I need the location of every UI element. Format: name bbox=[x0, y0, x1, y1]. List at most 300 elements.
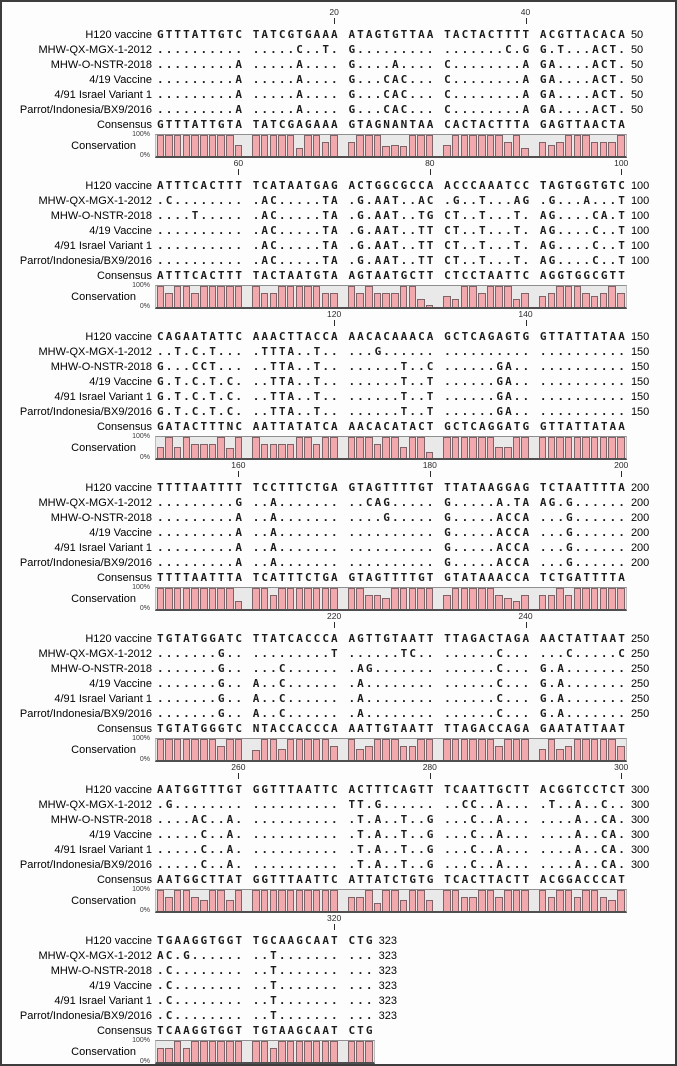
conservation-column bbox=[382, 588, 391, 609]
conservation-bar bbox=[382, 437, 390, 458]
conservation-column bbox=[269, 588, 278, 609]
conservation-bar bbox=[565, 595, 573, 609]
position-number: 250 bbox=[630, 663, 650, 675]
conservation-column bbox=[312, 437, 321, 458]
sequence-row bbox=[2, 842, 675, 857]
conservation-column bbox=[495, 286, 504, 307]
conservation-column bbox=[538, 588, 547, 609]
position-number: 100 bbox=[630, 210, 650, 222]
conservation-column bbox=[564, 286, 573, 307]
conservation-bar bbox=[426, 452, 434, 458]
conservation-bar bbox=[365, 135, 373, 156]
conservation-bar bbox=[591, 739, 599, 760]
position-number: 250 bbox=[630, 678, 650, 690]
sequence-name: MHW-QX-MGX-1-2012 bbox=[38, 44, 152, 56]
ruler-tick bbox=[334, 622, 335, 628]
conservation-bar bbox=[548, 145, 556, 156]
conservation-bar bbox=[313, 286, 321, 307]
sequence-name: H120 vaccine bbox=[85, 331, 152, 343]
position-number: 150 bbox=[630, 376, 650, 388]
position-number: 323 bbox=[378, 995, 397, 1007]
consensus-label: Consensus bbox=[96, 572, 152, 584]
conservation-column bbox=[451, 135, 460, 156]
conservation-bar bbox=[513, 437, 521, 458]
conservation-column bbox=[278, 135, 287, 156]
conservation-column bbox=[443, 135, 452, 156]
scale-100-label: 100% bbox=[132, 735, 150, 742]
sequence-text: .........A ..A....... .......... G.....ACCA ...G...... bbox=[157, 556, 627, 569]
conservation-column bbox=[564, 437, 573, 458]
conservation-bar bbox=[452, 135, 460, 156]
scale-0-label: 0% bbox=[139, 454, 150, 461]
ruler-number: 40 bbox=[520, 7, 531, 17]
conservation-column bbox=[590, 135, 599, 156]
conservation-bar bbox=[582, 135, 590, 156]
conservation-bar bbox=[296, 1041, 304, 1062]
conservation-column bbox=[538, 286, 547, 307]
conservation-bar bbox=[426, 305, 434, 307]
conservation-track-row bbox=[2, 131, 675, 159]
conservation-label: Conservation bbox=[71, 592, 136, 605]
conservation-bar bbox=[495, 595, 503, 609]
conservation-column bbox=[156, 135, 165, 156]
conservation-bar bbox=[469, 286, 477, 307]
conservation-column bbox=[451, 286, 460, 307]
conservation-bar bbox=[478, 890, 486, 911]
conservation-bar bbox=[157, 890, 165, 911]
conservation-column bbox=[191, 286, 200, 307]
conservation-column bbox=[512, 739, 521, 760]
conservation-bar bbox=[582, 437, 590, 458]
position-number: 100 bbox=[630, 225, 650, 237]
conservation-bar bbox=[296, 437, 304, 458]
conservation-column bbox=[234, 286, 243, 307]
conservation-column bbox=[365, 1041, 374, 1062]
conservation-bar bbox=[461, 437, 469, 458]
conservation-bar bbox=[200, 286, 208, 307]
conservation-column bbox=[495, 437, 504, 458]
conservation-bar bbox=[504, 890, 512, 911]
conservation-column bbox=[469, 286, 478, 307]
conservation-bar bbox=[452, 299, 460, 307]
ruler-tick bbox=[621, 169, 622, 175]
conservation-labels bbox=[2, 131, 152, 159]
conservation-column bbox=[347, 1041, 356, 1062]
conservation-label: Conservation bbox=[71, 139, 136, 152]
conservation-column bbox=[269, 135, 278, 156]
conservation-bar bbox=[365, 286, 373, 307]
alignment-blocks bbox=[2, 6, 675, 1063]
sequence-text: G.T.C.T.C. ..TTA..T.. ......T..T ......GA.. .......... bbox=[157, 390, 627, 403]
conservation-column bbox=[530, 437, 539, 458]
conservation-column bbox=[486, 286, 495, 307]
conservation-column bbox=[286, 588, 295, 609]
scale-0-label: 0% bbox=[139, 152, 150, 159]
position-number: 323 bbox=[378, 935, 397, 947]
conservation-bar bbox=[287, 135, 295, 156]
conservation-column bbox=[347, 890, 356, 911]
conservation-bar bbox=[461, 739, 469, 760]
conservation-bar bbox=[617, 437, 625, 458]
conservation-column bbox=[338, 1041, 347, 1062]
ruler-number: 300 bbox=[614, 762, 629, 772]
conservation-bar bbox=[252, 135, 260, 156]
position-number: 323 bbox=[378, 950, 397, 962]
conservation-column bbox=[477, 437, 486, 458]
conservation-column bbox=[547, 437, 556, 458]
conservation-column bbox=[338, 739, 347, 760]
conservation-bar bbox=[174, 135, 182, 156]
sequence-text: .......G.. ...C...... .AG....... ......C... G.A....... bbox=[157, 662, 627, 675]
conservation-bar bbox=[417, 437, 425, 458]
conservation-label: Conservation bbox=[71, 894, 136, 907]
conservation-column bbox=[278, 286, 287, 307]
conservation-column bbox=[191, 890, 200, 911]
sequence-row bbox=[2, 27, 675, 42]
conservation-bar bbox=[574, 897, 582, 911]
conservation-track bbox=[155, 436, 627, 460]
conservation-bar bbox=[521, 739, 529, 760]
conservation-bar bbox=[278, 588, 286, 609]
conservation-bar bbox=[487, 739, 495, 760]
sequence-text: CAGAATATTC AAACTTACCA AACACAAACA GCTCAGAGTG GTTATTATAA bbox=[157, 330, 627, 343]
conservation-column bbox=[243, 739, 252, 760]
sequence-row bbox=[2, 646, 675, 661]
sequence-name: Parrot/Indonesia/BX9/2016 bbox=[19, 406, 152, 418]
conservation-column bbox=[391, 286, 400, 307]
ruler-number: 200 bbox=[614, 460, 629, 470]
conservation-bar bbox=[617, 588, 625, 609]
conservation-column bbox=[417, 286, 426, 307]
conservation-column bbox=[504, 135, 513, 156]
conservation-bar bbox=[226, 739, 234, 760]
conservation-bar bbox=[556, 437, 564, 458]
conservation-column bbox=[347, 588, 356, 609]
consensus-row bbox=[2, 268, 675, 283]
conservation-column bbox=[312, 286, 321, 307]
conservation-bar bbox=[556, 749, 564, 760]
conservation-column bbox=[530, 890, 539, 911]
conservation-column bbox=[408, 135, 417, 156]
conservation-bar bbox=[191, 135, 199, 156]
conservation-bar bbox=[322, 293, 330, 307]
ruler-number: 80 bbox=[425, 158, 435, 168]
sequence-row bbox=[2, 495, 675, 510]
conservation-column bbox=[199, 286, 208, 307]
conservation-column bbox=[217, 1041, 226, 1062]
conservation-bar bbox=[565, 135, 573, 156]
conservation-bar bbox=[287, 588, 295, 609]
conservation-column bbox=[356, 588, 365, 609]
conservation-column bbox=[460, 135, 469, 156]
conservation-bar bbox=[191, 588, 199, 609]
sequence-row bbox=[2, 404, 675, 419]
sequence-text: ....T..... .AC.....TA .G.AAT..TG CT..T...T. AG....CA.T bbox=[157, 209, 627, 222]
conservation-bar bbox=[174, 286, 182, 307]
conservation-column bbox=[226, 739, 235, 760]
sequence-text: TTTTAATTTT TCCTTTCTGA GTAGTTTTGT TTATAAGGAG TCTAATTTTA bbox=[157, 481, 627, 494]
conservation-column bbox=[451, 588, 460, 609]
position-ruler bbox=[157, 610, 675, 631]
conservation-column bbox=[425, 135, 434, 156]
conservation-bar bbox=[200, 739, 208, 760]
conservation-column bbox=[538, 739, 547, 760]
conservation-bar bbox=[591, 142, 599, 156]
conservation-column bbox=[295, 739, 304, 760]
conservation-column bbox=[477, 135, 486, 156]
conservation-column bbox=[469, 890, 478, 911]
position-number: 200 bbox=[630, 557, 650, 569]
ruler-tick bbox=[526, 622, 527, 628]
conservation-column bbox=[356, 739, 365, 760]
conservation-bar bbox=[356, 1041, 364, 1062]
conservation-bar bbox=[478, 588, 486, 609]
ruler-tick bbox=[430, 773, 431, 779]
sequence-name: MHW-QX-MGX-1-2012 bbox=[38, 497, 152, 509]
ruler-tick bbox=[238, 773, 239, 779]
conservation-bar bbox=[374, 135, 382, 156]
ruler-tick bbox=[526, 320, 527, 326]
conservation-bar bbox=[252, 588, 260, 609]
conservation-bar bbox=[304, 588, 312, 609]
conservation-column bbox=[338, 135, 347, 156]
conservation-column bbox=[382, 890, 391, 911]
conservation-column bbox=[434, 437, 443, 458]
conservation-column bbox=[512, 286, 521, 307]
conservation-bar bbox=[174, 1041, 182, 1062]
sequence-row bbox=[2, 782, 675, 797]
conservation-bar bbox=[469, 588, 477, 609]
conservation-bar bbox=[487, 588, 495, 609]
sequence-text: .......... .AC.....TA .G.AAT..TT CT..T...T. AG....C..T bbox=[157, 239, 627, 252]
sequence-name: MHW-O-NSTR-2018 bbox=[50, 361, 152, 373]
ruler-number: 160 bbox=[231, 460, 246, 470]
conservation-bar bbox=[183, 286, 191, 307]
ruler-tick bbox=[334, 18, 335, 24]
sequence-row bbox=[2, 540, 675, 555]
conservation-bar bbox=[513, 890, 521, 911]
conservation-bar bbox=[200, 135, 208, 156]
conservation-bar bbox=[183, 890, 191, 911]
conservation-column bbox=[477, 739, 486, 760]
ruler-tick bbox=[621, 471, 622, 477]
conservation-column bbox=[573, 588, 582, 609]
conservation-column bbox=[538, 890, 547, 911]
conservation-column bbox=[217, 890, 226, 911]
conservation-column bbox=[599, 286, 608, 307]
conservation-column bbox=[556, 286, 565, 307]
conservation-bar bbox=[591, 588, 599, 609]
conservation-column bbox=[165, 739, 174, 760]
conservation-column bbox=[260, 588, 269, 609]
conservation-bar bbox=[348, 739, 356, 760]
alignment-block bbox=[2, 761, 675, 912]
conservation-bar bbox=[478, 437, 486, 458]
conservation-column bbox=[199, 437, 208, 458]
sequence-name: MHW-QX-MGX-1-2012 bbox=[38, 648, 152, 660]
sequence-name: 4/19 Vaccine bbox=[89, 74, 152, 86]
conservation-bar bbox=[157, 739, 165, 760]
scale-100-label: 100% bbox=[132, 584, 150, 591]
conservation-column bbox=[599, 890, 608, 911]
sequence-text: G.T.C.T.C. ..TTA..T.. ......T..T ......GA.. .......... bbox=[157, 405, 627, 418]
conservation-bar bbox=[235, 890, 243, 911]
conservation-column bbox=[573, 890, 582, 911]
conservation-bar bbox=[443, 595, 451, 609]
conservation-column bbox=[365, 135, 374, 156]
conservation-column bbox=[156, 890, 165, 911]
conservation-bar bbox=[608, 437, 616, 458]
conservation-bar bbox=[565, 746, 573, 760]
sequence-row bbox=[2, 857, 675, 872]
conservation-bar bbox=[400, 900, 408, 911]
ruler-number: 180 bbox=[422, 460, 437, 470]
conservation-column bbox=[286, 890, 295, 911]
conservation-column bbox=[191, 135, 200, 156]
conservation-bar bbox=[217, 588, 225, 609]
conservation-bar bbox=[417, 588, 425, 609]
conservation-column bbox=[182, 286, 191, 307]
conservation-bar bbox=[461, 897, 469, 911]
conservation-bar bbox=[183, 135, 191, 156]
position-ruler bbox=[157, 308, 675, 329]
conservation-bar bbox=[452, 890, 460, 911]
conservation-bar bbox=[548, 293, 556, 307]
conservation-bar bbox=[157, 1048, 165, 1062]
conservation-bar bbox=[322, 437, 330, 458]
conservation-bar bbox=[382, 598, 390, 609]
conservation-column bbox=[252, 588, 261, 609]
conservation-column bbox=[356, 135, 365, 156]
consensus-row bbox=[2, 872, 675, 887]
sequence-text: .........A .....A.... G...CAC... C........A GA....ACT. bbox=[157, 88, 627, 101]
conservation-bar bbox=[183, 739, 191, 760]
conservation-bar bbox=[235, 437, 243, 458]
conservation-column bbox=[391, 739, 400, 760]
conservation-bar bbox=[322, 142, 330, 156]
sequence-text: .C........ ..T....... ... bbox=[157, 979, 375, 992]
conservation-column bbox=[156, 1041, 165, 1062]
conservation-bar bbox=[296, 286, 304, 307]
conservation-bar bbox=[217, 746, 225, 760]
conservation-column bbox=[312, 588, 321, 609]
conservation-column bbox=[590, 890, 599, 911]
conservation-bar bbox=[417, 135, 425, 156]
conservation-bar bbox=[217, 890, 225, 911]
conservation-bar bbox=[261, 135, 269, 156]
conservation-bar bbox=[521, 890, 529, 911]
sequence-name: H120 vaccine bbox=[85, 633, 152, 645]
conservation-column bbox=[373, 890, 382, 911]
conservation-column bbox=[616, 890, 625, 911]
conservation-column bbox=[208, 437, 217, 458]
sequence-name: 4/19 Vaccine bbox=[89, 376, 152, 388]
conservation-bar bbox=[478, 135, 486, 156]
conservation-column bbox=[365, 286, 374, 307]
conservation-column bbox=[226, 437, 235, 458]
conservation-column bbox=[408, 286, 417, 307]
conservation-bar bbox=[200, 1041, 208, 1062]
conservation-track bbox=[155, 889, 627, 913]
conservation-bar bbox=[330, 588, 338, 609]
conservation-bar bbox=[539, 749, 547, 760]
sequence-text: .........A .....A.... G...CAC... C........A GA....ACT. bbox=[157, 103, 627, 116]
conservation-column bbox=[495, 739, 504, 760]
sequence-name: MHW-O-NSTR-2018 bbox=[50, 59, 152, 71]
conservation-bar bbox=[539, 296, 547, 307]
conservation-bar bbox=[443, 296, 451, 307]
conservation-column bbox=[217, 739, 226, 760]
position-number: 300 bbox=[630, 859, 650, 871]
ruler-number: 20 bbox=[329, 7, 339, 17]
conservation-bar bbox=[348, 1041, 356, 1062]
conservation-column bbox=[234, 739, 243, 760]
conservation-column bbox=[252, 890, 261, 911]
sequence-text: .C........ ..T....... ... bbox=[157, 1009, 375, 1022]
conservation-bar bbox=[600, 739, 608, 760]
conservation-bar bbox=[209, 890, 217, 911]
conservation-bar bbox=[191, 739, 199, 760]
conservation-bar bbox=[574, 437, 582, 458]
conservation-bar bbox=[495, 746, 503, 760]
scale-100-label: 100% bbox=[132, 131, 150, 138]
conservation-bar bbox=[400, 286, 408, 307]
conservation-column bbox=[182, 890, 191, 911]
conservation-column bbox=[495, 588, 504, 609]
position-number: 50 bbox=[630, 74, 644, 86]
conservation-bar bbox=[261, 293, 269, 307]
conservation-bar bbox=[591, 890, 599, 911]
conservation-bar bbox=[513, 135, 521, 156]
conservation-bar bbox=[443, 437, 451, 458]
ruler-tick bbox=[334, 924, 335, 930]
conservation-column bbox=[486, 890, 495, 911]
conservation-bar bbox=[478, 739, 486, 760]
conservation-column bbox=[391, 135, 400, 156]
consensus-text: ATTTCACTTT TACTAATGTA AGTAATGCTT CTCCTAATTC AGGTGGCGTT bbox=[157, 269, 627, 282]
conservation-track bbox=[155, 1040, 375, 1064]
conservation-column bbox=[286, 1041, 295, 1062]
conservation-column bbox=[173, 437, 182, 458]
consensus-row bbox=[2, 570, 675, 585]
conservation-bar bbox=[574, 739, 582, 760]
sequence-name: MHW-QX-MGX-1-2012 bbox=[38, 799, 152, 811]
conservation-column bbox=[530, 286, 539, 307]
conservation-bar bbox=[200, 444, 208, 458]
sequence-name: 4/91 Israel Variant 1 bbox=[54, 844, 152, 856]
consensus-text: AATGGCTTAT GGTTTAATTC ATTATCTGTG TCACTTACTT ACGGACCCAT bbox=[157, 873, 627, 886]
conservation-column bbox=[382, 135, 391, 156]
position-number: 250 bbox=[630, 708, 650, 720]
conservation-bar bbox=[313, 444, 321, 458]
conservation-bar bbox=[582, 890, 590, 911]
position-number: 100 bbox=[630, 255, 650, 267]
conservation-column bbox=[590, 739, 599, 760]
conservation-column bbox=[521, 135, 530, 156]
position-number: 323 bbox=[378, 965, 397, 977]
conservation-bar bbox=[565, 437, 573, 458]
conservation-bar bbox=[217, 286, 225, 307]
conservation-bar bbox=[217, 1041, 225, 1062]
conservation-column bbox=[616, 286, 625, 307]
scale-0-label: 0% bbox=[139, 605, 150, 612]
conservation-bar bbox=[165, 293, 173, 307]
ruler-tick bbox=[238, 169, 239, 175]
conservation-bar bbox=[521, 293, 529, 307]
conservation-bar bbox=[426, 900, 434, 911]
conservation-bar bbox=[348, 286, 356, 307]
ruler-number: 100 bbox=[614, 158, 629, 168]
